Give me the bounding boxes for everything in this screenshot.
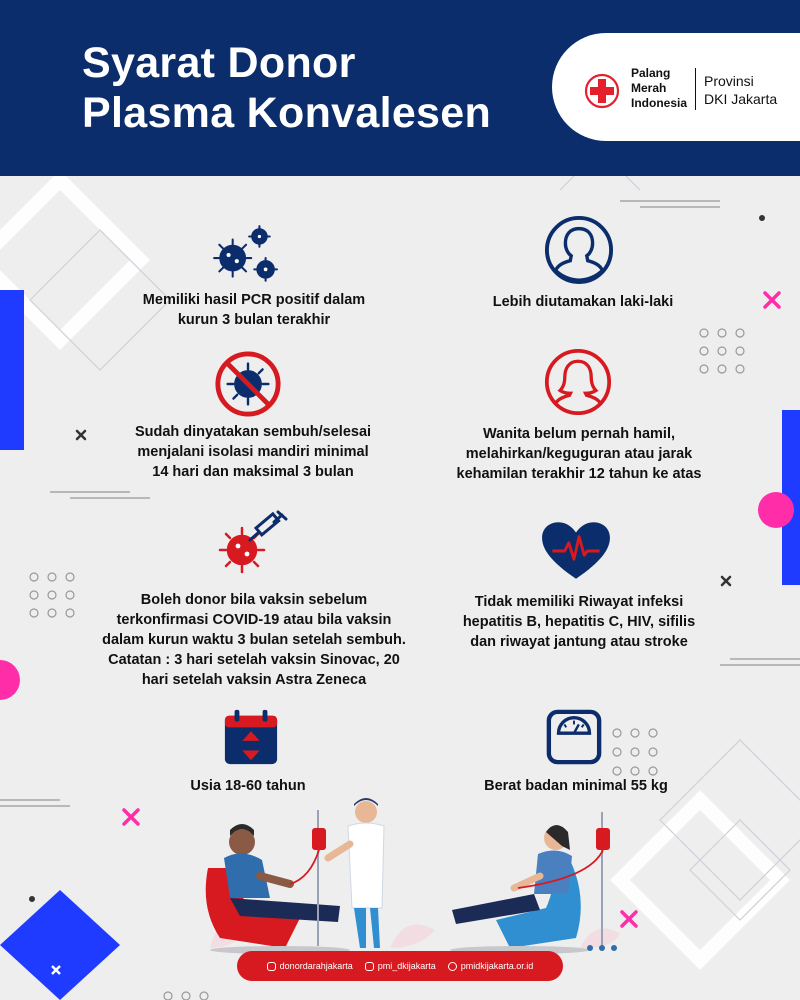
logo-org-line-1: Palang	[631, 66, 671, 80]
requirement-text-female: Wanita belum pernah hamil, melahirkan/keguguran atau jarak kehamilan terakhir 12 tahun ke atas	[456, 426, 702, 482]
footer-website[interactable]	[448, 961, 534, 971]
footer-website-label: pmidkijakarta.or.id	[460, 961, 534, 971]
logo-org-line-2: Merah	[631, 81, 667, 95]
logo-region	[704, 72, 777, 108]
female-person-icon	[544, 348, 612, 416]
male-person-icon	[544, 215, 614, 285]
footer-contact-bar	[237, 951, 563, 981]
requirement-text-weight: Berat badan minimal 55 kg	[484, 778, 668, 794]
red-cross-logo-icon	[584, 73, 620, 109]
footer-instagram-1[interactable]	[267, 961, 353, 971]
blood-donation-illustration	[190, 798, 660, 958]
logo-divider	[695, 68, 696, 110]
requirement-text-age: Usia 18-60 tahun	[190, 778, 306, 794]
footer-instagram-2[interactable]	[365, 961, 436, 971]
logo-org-name	[631, 66, 687, 111]
instagram-icon	[267, 962, 276, 971]
footer-instagram-1-label: donordarahjakarta	[279, 961, 353, 971]
footer-instagram-2-label: pmi_dkijakarta	[377, 961, 436, 971]
title-line-2: Plasma Konvalesen	[82, 89, 492, 137]
weighing-scale-icon	[545, 708, 603, 766]
requirement-text-vaccine: Boleh donor bila vaksin sebelum terkonfirmasi COVID-19 atau bila vaksin dalam kurun waktu 3 bulan setelah sembuh. Catatan : 3 hari setelah vaksin Sinovac, 20 hari setelah vaksin Astra Zeneca	[102, 592, 406, 688]
logo-org-line-3: Indonesia	[631, 96, 688, 110]
requirement-text-infection: Tidak memiliki Riwayat infeksi hepatitis B, hepatitis C, HIV, sifilis dan riwayat jantung atau stroke	[462, 594, 696, 650]
vaccine-virus-icon	[214, 506, 294, 576]
requirement-text-recovered: Sudah dinyatakan sembuh/selesai menjalani isolasi mandiri minimal 14 hari dan maksimal 3 bulan	[134, 424, 372, 480]
heart-pulse-icon	[540, 520, 612, 582]
logo-region-line-2: DKI Jakarta	[704, 91, 778, 107]
requirement-text-pcr: Memiliki hasil PCR positif dalam kurun 3 bulan terakhir	[142, 292, 366, 328]
title-line-1: Syarat Donor	[82, 39, 356, 87]
no-virus-icon	[214, 350, 282, 418]
virus-icon	[208, 224, 280, 286]
calendar-icon	[222, 708, 280, 766]
requirement-text-male: Lebih diutamakan laki-laki	[492, 294, 674, 310]
instagram-icon	[365, 962, 374, 971]
page-title	[82, 38, 491, 138]
globe-icon	[448, 962, 457, 971]
logo-region-line-1: Provinsi	[704, 73, 754, 89]
